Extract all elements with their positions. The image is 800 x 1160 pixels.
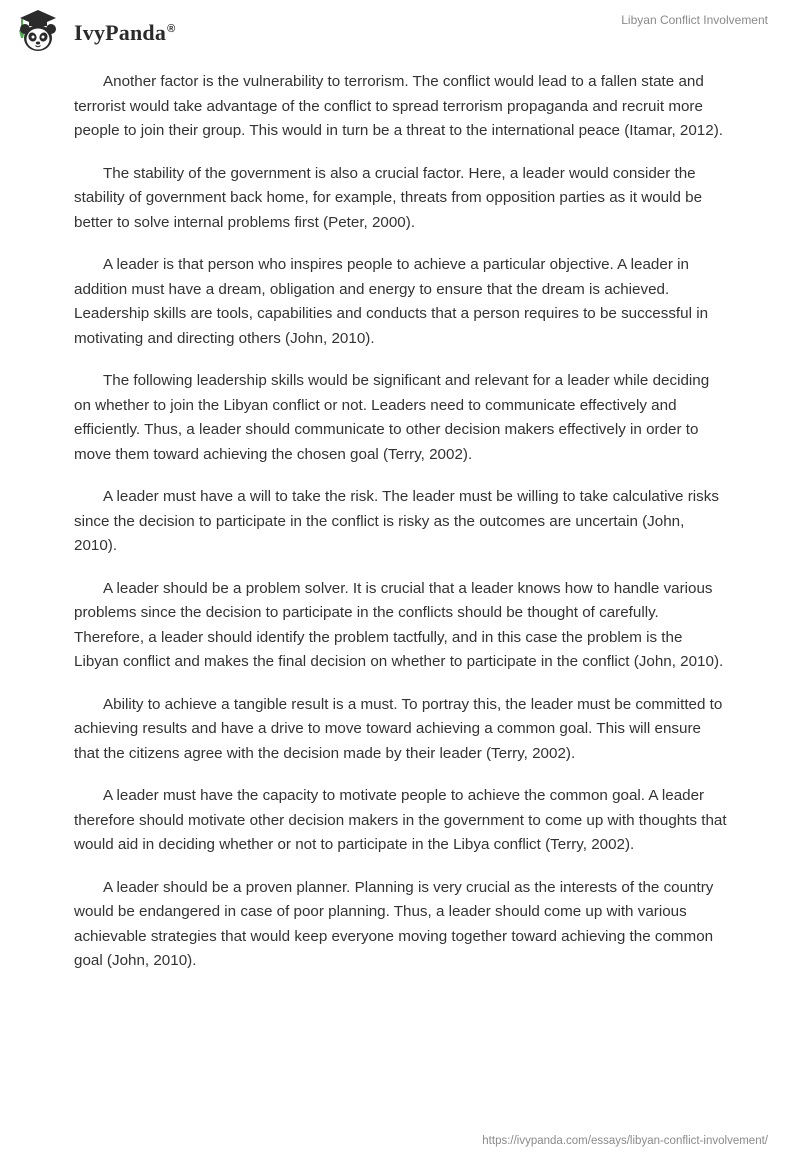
paragraph: The following leadership skills would be significant and relevant for a leader while deciding on whether to join the Libyan conflict or not. Leaders need to communicate effectively and efficiently. Thus, a leader should communicate to other decision makers effectively in order to move them toward achieving the chosen goal (Terry, 2002). — [74, 372, 710, 463]
paragraph: Ability to achieve a tangible result is a must. To portray this, the leader must be committed to achieving results and have a drive to move toward achieving a common goal. This will ensure that the citizens agree with the decision made by their leader (Terry, 2002). — [74, 695, 723, 762]
paragraph: A leader is that person who inspires people to achieve a particular objective. A leader in addition must have a dream, obligation and energy to ensure that the dream is achieved. Leadership skills are tools, capabilities and conducts that a person requires to be successful in motivating and directing others (John, 2010). — [74, 256, 709, 347]
source-url[interactable]: https://ivypanda.com/essays/libyan-conflict-involvement/ — [482, 1135, 768, 1147]
panda-graduate-icon — [14, 8, 66, 54]
document-title: Libyan Conflict Involvement — [621, 13, 768, 27]
brand-registered-mark: ® — [167, 22, 176, 35]
paragraph: A leader must have a will to take the risk. The leader must be willing to take calculative risks since the decision to participate in the conflict is risky as the outcomes are uncertain (John, 2010). — [74, 488, 719, 554]
brand-name-text: IvyPanda — [74, 20, 167, 45]
brand-name — [74, 20, 175, 46]
page-header — [0, 0, 800, 70]
paragraph: Another factor is the vulnerability to terrorism. The conflict would lead to a fallen state and terrorist would take advantage of the conflict to spread terrorism propaganda and recruit more people to join their group. This would in turn be a threat to the international peace (Itamar, 2012). — [74, 73, 723, 139]
paragraph: The stability of the government is also a crucial factor. Here, a leader would consider the stability of government back home, for example, threats from opposition parties as it would be better to solve internal problems first (Peter, 2000). — [74, 164, 703, 231]
paragraph: A leader must have the capacity to motivate people to achieve the common goal. A leader therefore should motivate other decision makers in the government to come up with thoughts that would aid in deciding whether or not to participate in the Libya conflict (Terry, 2002). — [74, 787, 727, 853]
paragraph: A leader should be a problem solver. It is crucial that a leader knows how to handle various problems since the decision to participate in the conflicts should be thought of carefully. Therefore, a leader should identify the problem tactfully, and in this case the problem is the Libyan conflict and makes the final decision on whether to participate in the conflict (John, 2010). — [74, 579, 724, 670]
paragraph: A leader should be a proven planner. Planning is very crucial as the interests of the country would be endangered in case of poor planning. Thus, a leader should come up with various achievable strategies that would keep everyone moving together toward achieving the common goal (John, 2010). — [74, 878, 714, 969]
essay-body — [74, 70, 728, 992]
brand-logo[interactable] — [14, 8, 175, 54]
